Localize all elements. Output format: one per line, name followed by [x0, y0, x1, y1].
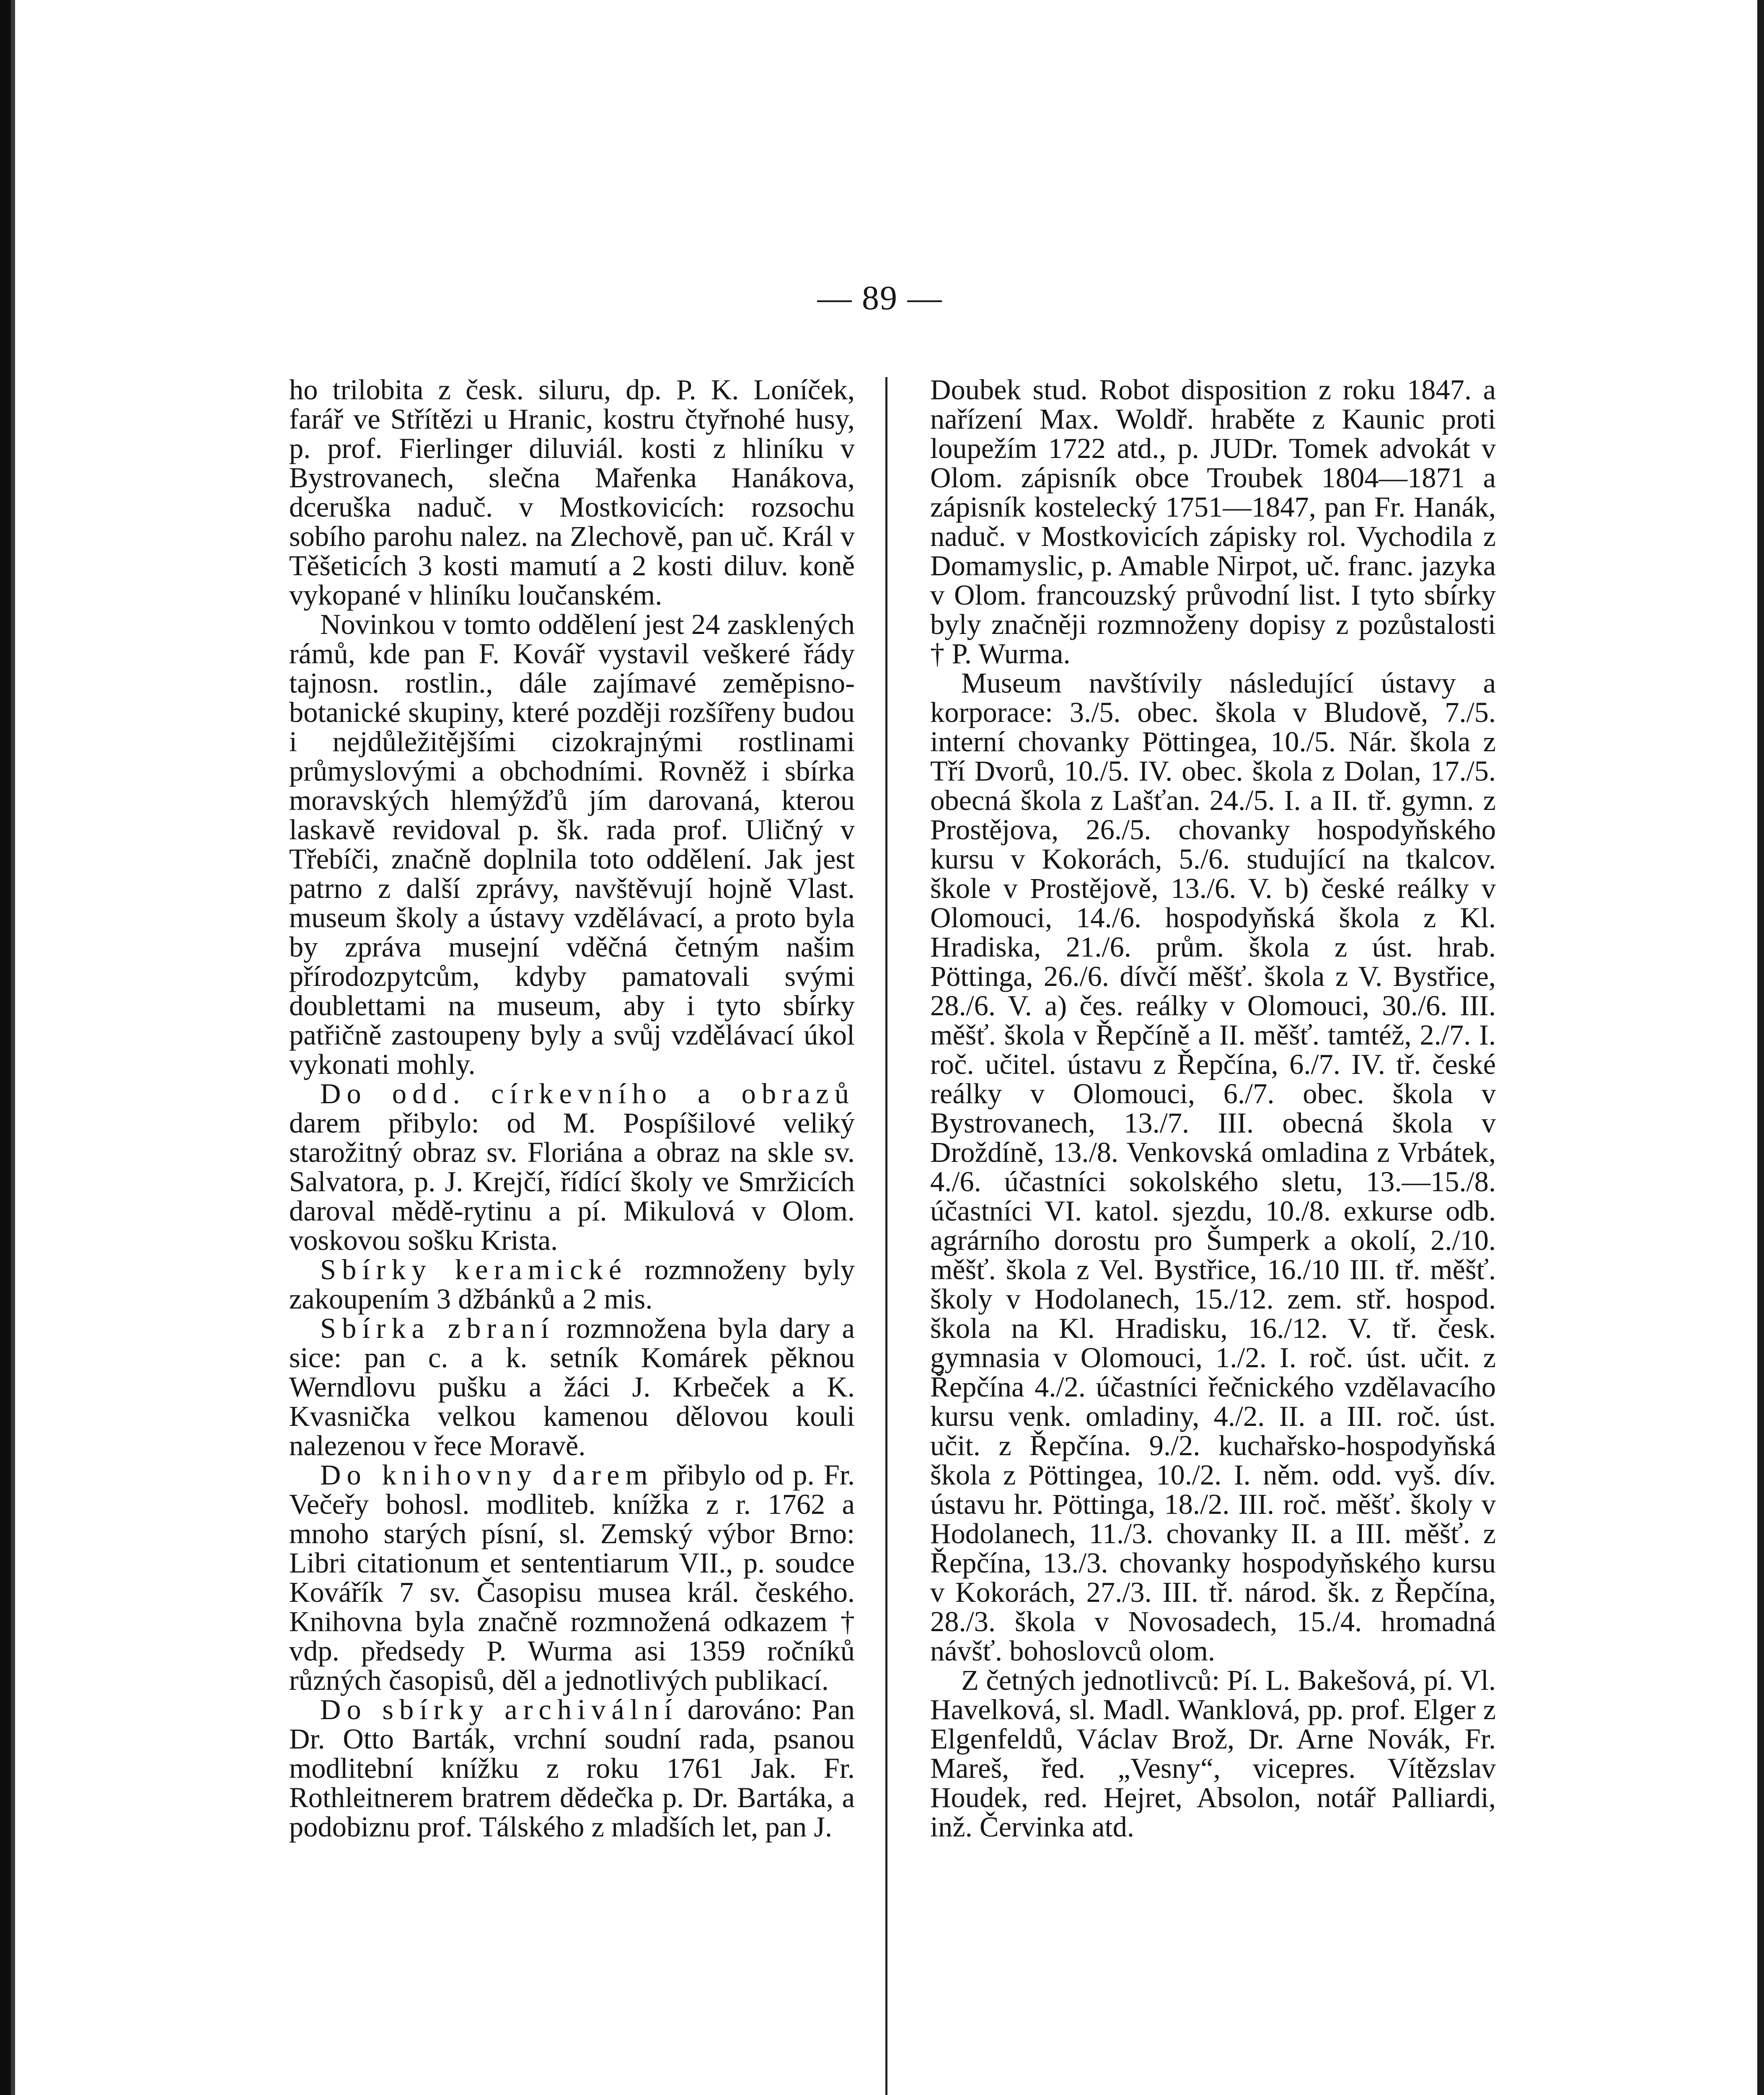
paragraph [289, 1255, 855, 1314]
section-lead: Do odd. církevního a obrazů [320, 1078, 855, 1110]
paragraph-text: rozmnoženy byly zakoupením 3 džbánků a 2 mis. [289, 1254, 855, 1315]
scan-edge-left-shadow [11, 0, 15, 2095]
scan-edge-right [1757, 0, 1764, 2095]
paragraph [289, 1314, 855, 1460]
section-lead: Do sbírky archivální [320, 1694, 678, 1725]
paragraph [289, 1460, 855, 1695]
section-lead: Sbírky keramické [320, 1254, 628, 1285]
left-column [289, 375, 855, 1842]
paragraph: Museum navštívily následující ústavy a korporace: 3./5. obec. škola v Bludově, 7./5. interní chovanky Pöttingea, 10./5. Nár. škola z Tří Dvorů, 10./5. IV. obec. škola z Dolan, 17./5. obecná škola z Lašťan. 24./5. I. a II. tř. gymn. z Prostějova, 26./5. chovanky hospodyňského kursu v Kokorách, 5./6. studující na tkalcov. škole v Prostějově, 13./6. V. b) české reálky v Olomouci, 14./6. hospodyňská škola z Kl. Hradiska, 21./6. prům. škola z úst. hrab. Pöttinga, 26./6. dívčí měšť. škola z V. Bystřice, 28./6. V. a) čes. reálky v Olomouci, 30./6. III. měšť. škola v Řepčíně a II. měšť. tamtéž, 2./7. I. roč. učitel. ústavu z Řepčína, 6./7. IV. tř. české reálky v Olomouci, 6./7. obec. škola v Bystrovanech, 13./7. III. obecná škola v Droždíně, 13./8. Venkovská omladina z Vrbátek, 4./6. účastníci sokolského sletu, 13.—15./8. účastníci VI. katol. sjezdu, 10./8. exkurse odb. agrárního dorostu pro Šumperk a okolí, 2./10. měšť. škola z Vel. Bystřice, 16./10 III. tř. měšť. školy v Hodolanech, 15./12. zem. stř. hospod. škola na Kl. Hradisku, 16./12. V. tř. česk. gymnasia v Olomouci, 1./2. I. roč. úst. učit. z Řepčína 4./2. účastníci řečnického vzdělavacího kursu venk. omladiny, 4./2. II. a III. roč. úst. učit. z Řepčína. 9./2. kuchařsko-hospodyňská škola z Pöttingea, 10./2. I. něm. odd. vyš. dív. ústavu hr. Pöttinga, 18./2. III. roč. měšť. školy v Hodolanech, 11./3. chovanky II. a III. měšť. z Řepčína, 13./3. chovanky hospodyňského kursu v Kokorách, 27./3. III. tř. národ. šk. z Řepčína, 28./3. škola v Novosadech, 15./4. hromadná návšť. bohoslovců olom. [930, 667, 1496, 1667]
paragraph [289, 1079, 855, 1255]
paragraph: Doubek stud. Robot disposition z roku 1847. a nařízení Max. Woldř. hraběte z Kaunic proti loupežím 1722 atd., p. JUDr. Tomek advokát v Olom. zápisník obce Troubek 1804—1871 a zápisník kostelecký 1751—1847, pan Fr. Hanák, naduč. v Mostkovicích zápisky rol. Vychodila z Domamyslic, p. Amable Nirpot, uč. franc. jazyka v Olom. francouzský průvodní list. I tyto sbírky byly značněji rozmnoženy dopisy z pozůstalosti † P. Wurma. [930, 374, 1496, 670]
page-number: — 89 — [817, 279, 943, 317]
paragraph-text: darem přibylo: od M. Pospíšilové veliký starožitný obraz sv. Floriána a obraz na skle sv. Salvatora, p. J. Krejčí, řídící školy ve Smržicích daroval mědě-rytinu a pí. Mikulová v Olom. voskovou sošku Krista. [289, 1107, 855, 1256]
section-lead: Do knihovny darem [320, 1459, 654, 1491]
paragraph: Z četných jednotlivců: Pí. L. Bakešová, pí. Vl. Havelková, sl. Madl. Wanklová, pp. prof. Elger z Elgenfeldů, Václav Brož, Dr. Arne Novák, Fr. Mareš, řed. „Vesny“, vicepres. Vítězslav Houdek, red. Hejret, Absolon, notář Palliardi, inž. Červinka atd. [930, 1664, 1496, 1843]
section-lead: Sbírka zbraní [320, 1312, 555, 1344]
paragraph-text: rozmnožena byla dary a sice: pan c. a k. setník Komárek pěknou Werndlovu pušku a žáci J. Krbeček a K. Kvasnička velkou kamenou dělovou kouli nalezenou v řece Moravě. [289, 1312, 855, 1461]
paragraph [289, 1695, 855, 1842]
column-divider [885, 377, 887, 2095]
paragraph-text: přibylo od p. Fr. Večeřy bohosl. modliteb. knížka z r. 1762 a mnoho starých písní, sl. Zemský výbor Brno: Libri citationum et sententiarum VII., p. soudce Kovářík 7 sv. Časopisu musea král. českého. Knihovna byla značně rozmnožená odkazem † vdp. předsedy P. Wurma asi 1359 ročníků různých časopisů, děl a jednotlivých publikací. [289, 1459, 855, 1696]
right-column [930, 375, 1496, 1842]
scan-edge-left [0, 0, 11, 2095]
paragraph: ho trilobita z česk. siluru, dp. P. K. Loníček, farář ve Střítězi u Hranic, kostru čtyřnohé husy, p. prof. Fierlinger diluviál. kosti z hliníku v Bystrovanech, slečna Mařenka Hanákova, dceruška naduč. v Mostkovicích: rozsochu sobího parohu nalez. na Zlechově, pan uč. Král v Těšeticích 3 kosti mamutí a 2 kosti diluv. koně vykopané v hliníku loučanském. [289, 374, 855, 611]
paragraph: Novinkou v tomto oddělení jest 24 zasklených rámů, kde pan F. Kovář vystavil veškeré řády tajnosn. rostlin., dále zajímavé zeměpisno-botanické skupiny, které později rozšířeny budou i nejdůležitějšími cizokrajnými rostlinami průmyslovými a obchodními. Rovněž i sbírka moravských hlemýžďů jím darovaná, kterou laskavě revidoval p. šk. rada prof. Uličný v Třebíči, značně doplnila toto oddělení. Jak jest patrno z další zprávy, navštěvují hojně Vlast. museum školy a ústavy vzdělávací, a proto byla by zpráva musejní vděčná četným našim přírodozpytcům, kdyby pamatovali svými doublettami na museum, aby i tyto sbírky patřičně zastoupeny byly a svůj vzdělávací úkol vykonati mohly. [289, 608, 855, 1080]
paragraph-text: darováno: Pan Dr. Otto Barták, vrchní soudní rada, psanou modlitební knížku z roku 1761 Jak. Fr. Rothleitnerem bratrem dědečka p. Dr. Bartáka, a podobiznu prof. Tálského z mladších let, pan J. [289, 1694, 855, 1843]
